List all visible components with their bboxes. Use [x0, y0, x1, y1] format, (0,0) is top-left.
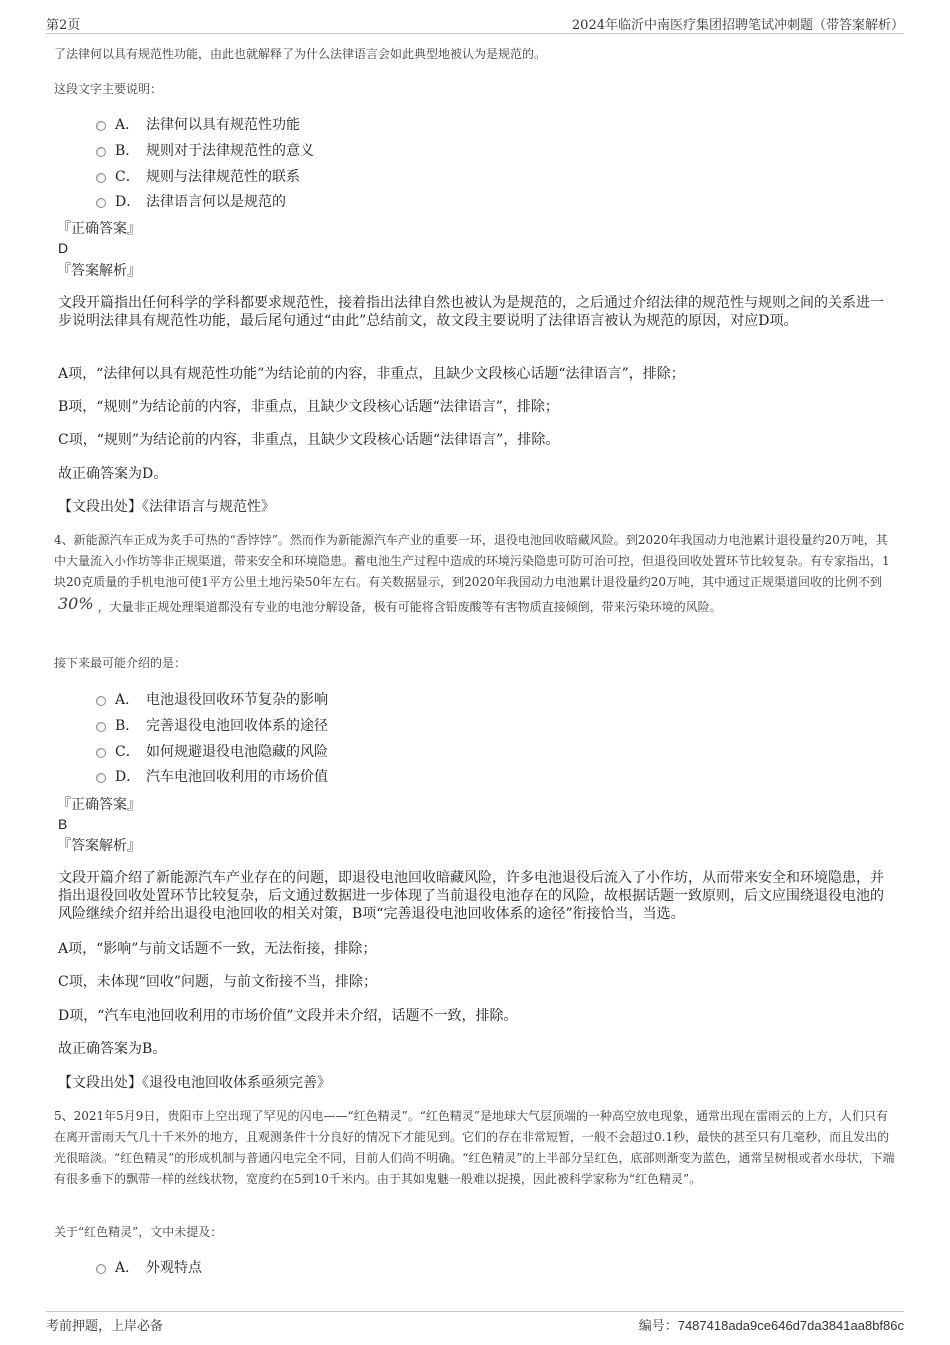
q3-conclusion: 故正确答案为D。 — [58, 466, 168, 482]
option-letter: B． — [115, 143, 140, 159]
q4-analysis-main: 文段开篇介绍了新能源汽车产业存在的问题，即退役电池回收暗藏风险，许多电池退役后流入了小作坊，从而带来安全和环境隐患，并指出退役回收处置环节比较复杂，后文通过数据进一步体现了当前退役电池存在的风险，故根据话题一致原则，后文应围绕退役电池的风险继续介绍并给出退役电池回收的相关对策，B项“完善退役电池回收体系的途径”衔接恰当，当选。 — [58, 870, 884, 922]
q4-conclusion: 故正确答案为B。 — [58, 1041, 167, 1057]
footer-code — [639, 1315, 904, 1334]
option-letter: A． — [115, 692, 140, 708]
q4-percent: 30% — [58, 594, 94, 613]
q4-option-c[interactable] — [96, 741, 328, 761]
q3-option-c[interactable] — [96, 166, 300, 186]
q3-analysis-label: 『答案解析』 — [57, 263, 141, 279]
footer-slogan: 考前押题，上岸必备 — [46, 1319, 164, 1334]
q5-question: 关于“红色精灵”，文中未提及： — [54, 1225, 223, 1239]
page-header — [46, 14, 904, 34]
document-title: 2024年临沂中南医疗集团招聘笔试冲刺题（带答案解析） — [571, 18, 904, 33]
option-letter: C． — [115, 744, 140, 760]
option-letter: A． — [115, 117, 140, 133]
radio-icon[interactable] — [96, 696, 106, 706]
q4-option-b[interactable] — [96, 715, 328, 735]
option-text: 法律语言何以是规范的 — [146, 194, 286, 210]
q4-stem-after: ，大量非正规处理渠道都没有专业的电池分解设备，极有可能将含铅废酸等有害物质直接倾倒，带来污染环境的风险。 — [97, 600, 722, 614]
q4-answer-label: 『正确答案』 — [57, 797, 141, 813]
q4-option-a[interactable] — [96, 689, 328, 709]
q5-stem: 5、2021年5月9日，贵阳市上空出现了罕见的闪电——“红色精灵”。“红色精灵”是地球大气层顶端的一种高空放电现象，通常出现在雷雨云的上方，人们只有在离开雷雨天气几十千米外的地方，且观测条件十分良好的情况下才能见到。它们的存在非常短暂，一般不会超过0.1秒，最快的甚至只有几毫秒，而且发出的光很暗淡。“红色精灵”的形成机制与普通闪电完全不同，目前人们尚不明确。“红色精灵”的上半部分呈红色，底部则渐变为蓝色，通常呈树根或者水母状，下端有很多垂下的飘带一样的丝线状物，宽度约在5到10千米内。由于其如鬼魅一般难以捉摸，因此被科学家称为“红色精灵”。 — [54, 1109, 895, 1186]
option-letter: C． — [115, 169, 140, 185]
q4-analysis-c: C项，未体现“回收”问题，与前文衔接不当，排除； — [58, 974, 378, 990]
q4-analysis-a: A项，“影响”与前文话题不一致，无法衔接，排除； — [58, 941, 377, 957]
option-text: 规则对于法律规范性的意义 — [146, 143, 314, 159]
q4-stem — [54, 530, 896, 618]
option-letter: B． — [115, 718, 140, 734]
q3-answer-label: 『正确答案』 — [57, 221, 141, 237]
option-text: 汽车电池回收利用的市场价值 — [146, 769, 328, 785]
option-text: 法律何以具有规范性功能 — [146, 117, 300, 133]
q3-analysis-a: A项，“法律何以具有规范性功能”为结论前的内容，非重点，且缺少文段核心话题“法律语言”，排除； — [58, 366, 685, 382]
radio-icon[interactable] — [96, 722, 106, 732]
q3-source: 【文段出处】《法律语言与规范性》 — [58, 499, 275, 515]
q3-question: 这段文字主要说明： — [54, 82, 163, 96]
option-letter: A． — [115, 1260, 140, 1276]
q3-option-d[interactable] — [96, 191, 286, 211]
radio-icon[interactable] — [96, 173, 106, 183]
option-text: 规则与法律规范性的联系 — [146, 169, 300, 185]
radio-icon[interactable] — [96, 121, 106, 131]
radio-icon[interactable] — [96, 748, 106, 758]
q3-stem-tail: 了法律何以具有规范性功能，由此也就解释了为什么法律语言会如此典型地被认为是规范的。 — [54, 47, 547, 61]
q4-question: 接下来最可能介绍的是： — [54, 656, 187, 670]
q4-option-d[interactable] — [96, 766, 328, 786]
q3-analysis-c: C项，“规则”为结论前的内容，非重点，且缺少文段核心话题“法律语言”，排除。 — [58, 432, 560, 448]
radio-icon[interactable] — [96, 1264, 106, 1274]
q3-option-b[interactable] — [96, 140, 314, 160]
page-footer — [46, 1311, 904, 1333]
option-text: 电池退役回收环节复杂的影响 — [146, 692, 328, 708]
q4-analysis-d: D项，“汽车电池回收利用的市场价值”文段并未介绍，话题不一致，排除。 — [58, 1008, 518, 1024]
code-label: 编号： — [638, 1319, 678, 1334]
q3-option-a[interactable] — [96, 114, 300, 134]
option-text: 完善退役电池回收体系的途径 — [146, 718, 328, 734]
page-number: 第2页 — [46, 18, 81, 33]
q4-stem-before: 4、新能源汽车正成为炙手可热的“香饽饽”。然而作为新能源汽车产业的重要一环，退役电池回收暗藏风险。到2020年我国动力电池累计退役量约20万吨，其中大量流入小作坊等非正规渠道，带来安全和环境隐患。蓄电池生产过程中造成的环境污染隐患可防可治可控，但退役回收处置环节比较复杂。有专家指出，1块20克质量的手机电池可使1平方公里土地污染50年左右。有关数据显示，到2020年我国动力电池累计退役量约20万吨，其中通过正规渠道回收的比例不到 — [54, 533, 890, 589]
radio-icon[interactable] — [96, 147, 106, 157]
q4-source: 【文段出处】《退役电池回收体系亟须完善》 — [58, 1075, 331, 1091]
q4-answer: B — [58, 816, 68, 832]
q5-option-a[interactable] — [96, 1257, 202, 1277]
q3-answer: D — [58, 240, 69, 256]
option-text: 如何规避退役电池隐藏的风险 — [146, 744, 328, 760]
option-letter: D． — [115, 769, 141, 785]
q3-analysis-main: 文段开篇指出任何科学的学科都要求规范性，接着指出法律自然也被认为是规范的，之后通过介绍法律的规范性与规则之间的关系进一步说明法律具有规范性功能，最后尾句通过“由此”总结前文，故文段主要说明了法律语言被认为规范的原因，对应D项。 — [58, 295, 884, 329]
radio-icon[interactable] — [96, 773, 106, 783]
q3-analysis-b: B项，“规则”为结论前的内容，非重点，且缺少文段核心话题“法律语言”，排除； — [58, 399, 559, 415]
option-letter: D． — [115, 194, 141, 210]
option-text: 外观特点 — [146, 1260, 202, 1276]
radio-icon[interactable] — [96, 198, 106, 208]
q4-analysis-label: 『答案解析』 — [57, 838, 141, 854]
code-value: 7487418ada9ce646d7da3841aa8bf86c — [677, 1318, 904, 1333]
